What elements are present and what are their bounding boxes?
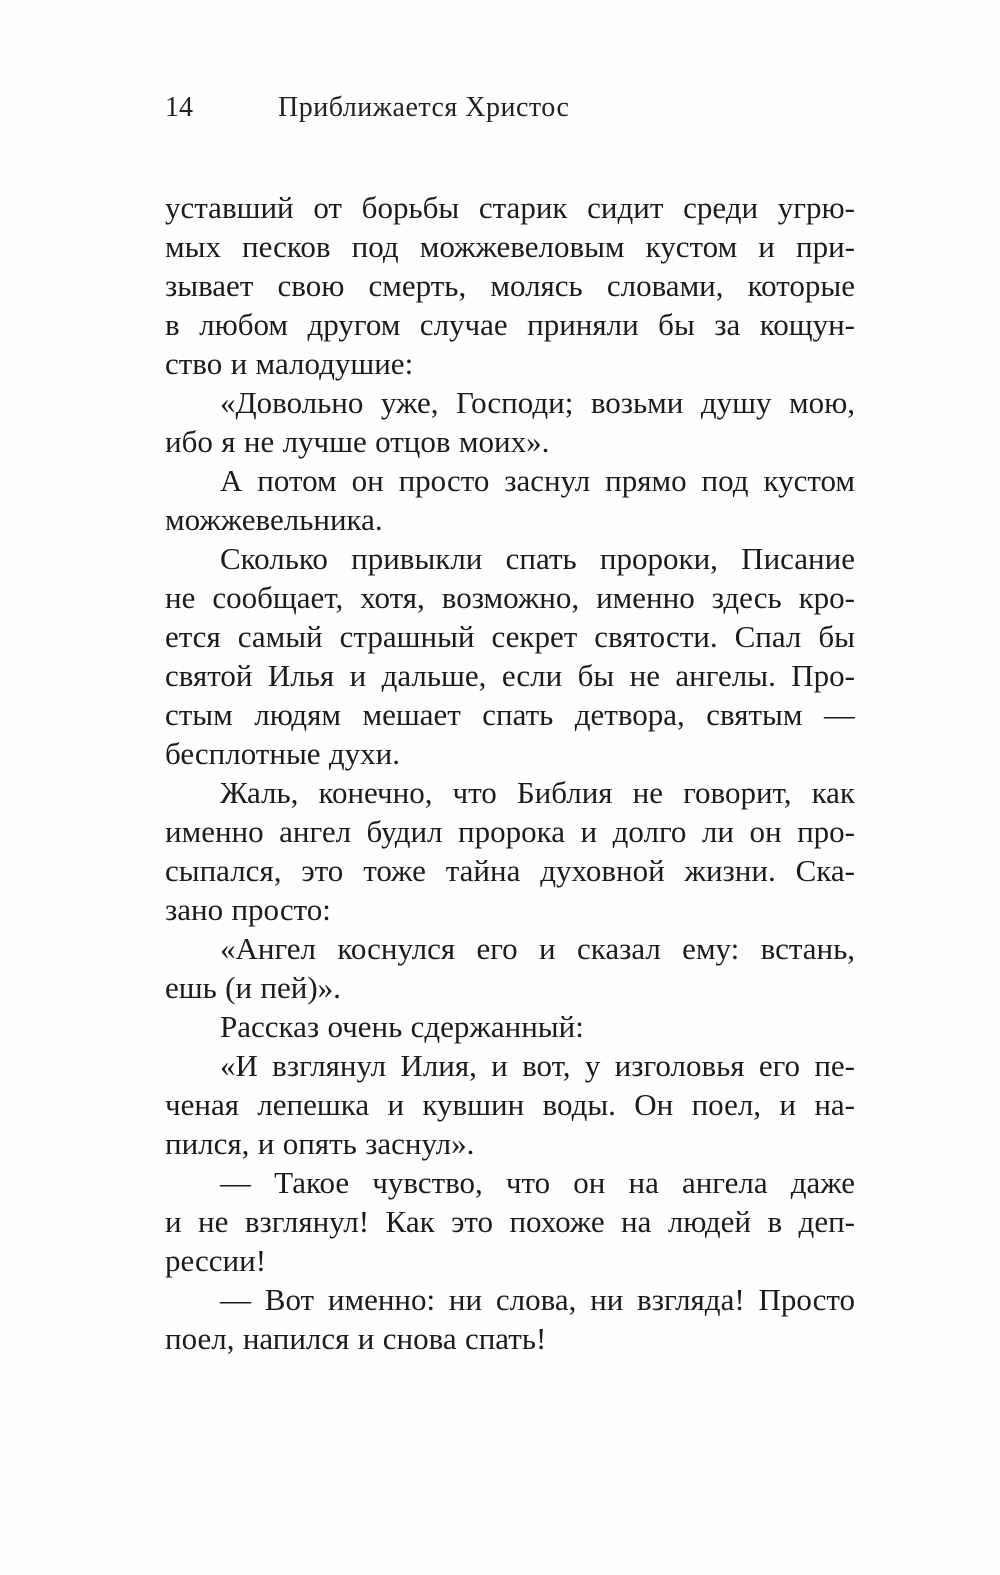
text-line: «Довольно уже, Господи; возьми душу мою, (220, 385, 855, 420)
text-line: Сколько привыкли спать пророки, Писание (220, 541, 855, 576)
text-line: «И взглянул Илия, и вот, у изголовья его пе- (220, 1048, 855, 1083)
text-line: в любом другом случае приняли бы за кощун- (165, 307, 855, 342)
page-header (165, 92, 855, 124)
text-line: бесплотные духи. (165, 736, 401, 771)
page-body (165, 188, 855, 1358)
text-line: святой Илья и дальше, если бы не ангелы. Про- (165, 658, 855, 693)
text-line: А потом он просто заснул прямо под кустом (220, 463, 855, 498)
text-line: зывает свою смерть, молясь словами, которые (165, 268, 855, 303)
paragraph (165, 929, 855, 1007)
text-line: уставший от борьбы старик сидит среди угрю- (165, 190, 855, 225)
text-line: пился, и опять заснул». (165, 1126, 475, 1161)
text-line: Жаль, конечно, что Библия не говорит, как (220, 775, 855, 810)
text-line: «Ангел коснулся его и сказал ему: встань, (220, 931, 855, 966)
text-line: именно ангел будил пророка и долго ли он про- (165, 814, 855, 849)
text-line: не сообщает, хотя, возможно, именно здесь кро- (165, 580, 855, 615)
paragraph (165, 1163, 855, 1280)
running-title: Приближается Христос (278, 92, 570, 123)
text-line: — Такое чувство, что он на ангела даже (220, 1165, 855, 1200)
text-line: ешь (и пей)». (165, 970, 341, 1005)
text-line: мых песков под можжевеловым кустом и при- (165, 229, 855, 264)
text-line: Рассказ очень сдержанный: (220, 1009, 584, 1044)
text-line: — Вот именно: ни слова, ни взгляда! Просто (220, 1282, 855, 1317)
paragraph (165, 383, 855, 461)
paragraph (165, 188, 855, 383)
text-line: ство и малодушие: (165, 346, 414, 381)
paragraph (165, 539, 855, 773)
page-number: 14 (165, 92, 193, 123)
text-line: поел, напился и снова спать! (165, 1321, 547, 1356)
text-line: ибо я не лучше отцов моих». (165, 424, 550, 459)
paragraph (165, 1007, 855, 1046)
text-line: рессии! (165, 1243, 267, 1278)
text-line: сыпался, это тоже тайна духовной жизни. Ска- (165, 853, 855, 888)
text-line: стым людям мешает спать детвора, святым — (165, 697, 855, 732)
text-line: зано просто: (165, 892, 331, 927)
text-line: ченая лепешка и кувшин воды. Он поел, и на- (165, 1087, 855, 1122)
paragraph (165, 773, 855, 929)
text-line: и не взглянул! Как это похоже на людей в деп- (165, 1204, 855, 1239)
paragraph (165, 461, 855, 539)
text-line: ется самый страшный секрет святости. Спал бы (165, 619, 855, 654)
paragraph (165, 1280, 855, 1358)
paragraph (165, 1046, 855, 1163)
text-line: можжевельника. (165, 502, 383, 537)
